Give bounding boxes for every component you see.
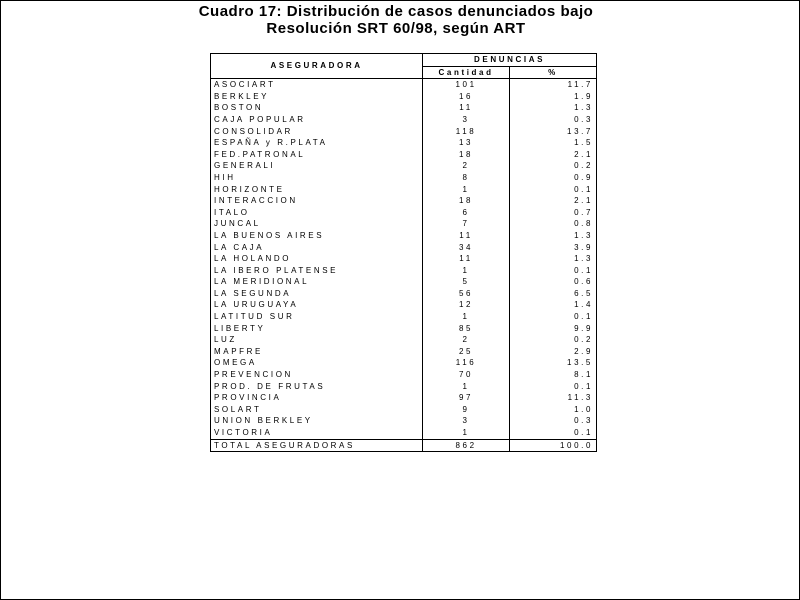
table-row [211,334,597,346]
insurer-name: FED.PATRONAL [211,149,423,161]
case-percent: 0.1 [510,381,597,393]
table-row [211,311,597,323]
case-percent: 1.3 [510,230,597,242]
table-row [211,392,597,404]
case-percent: 0.1 [510,427,597,439]
insurer-name: LIBERTY [211,323,423,335]
table-row [211,102,597,114]
table-row [211,253,597,265]
table-row [211,230,597,242]
insurer-name: VICTORIA [211,427,423,439]
case-percent: 2.1 [510,195,597,207]
title-line-1: Cuadro 17: Distribución de casos denunciados bajo [198,3,594,20]
case-percent: 1.3 [510,253,597,265]
case-count: 85 [423,323,510,335]
case-count: 1 [423,427,510,439]
case-count: 101 [423,79,510,91]
header-denuncias: DENUNCIAS [423,54,597,67]
case-percent: 2.9 [510,346,597,358]
case-percent: 11.7 [510,79,597,91]
insurer-name: ESPAÑA y R.PLATA [211,137,423,149]
case-percent: 13.5 [510,357,597,369]
case-count: 5 [423,276,510,288]
case-count: 12 [423,299,510,311]
table-row [211,160,597,172]
table-row [211,184,597,196]
table-row [211,288,597,300]
case-count: 2 [423,334,510,346]
case-count: 18 [423,195,510,207]
case-percent: 3.9 [510,242,597,254]
insurer-name: LUZ [211,334,423,346]
insurer-name: PREVENCION [211,369,423,381]
case-percent: 1.4 [510,299,597,311]
insurer-name: LA BUENOS AIRES [211,230,423,242]
case-count: 97 [423,392,510,404]
case-percent: 0.6 [510,276,597,288]
total-label: TOTAL ASEGURADORAS [211,439,423,452]
case-count: 11 [423,102,510,114]
insurer-name: BERKLEY [211,91,423,103]
insurer-name: INTERACCION [211,195,423,207]
insurer-name: OMEGA [211,357,423,369]
table-row [211,79,597,91]
insurer-name: UNION BERKLEY [211,415,423,427]
case-percent: 0.1 [510,184,597,196]
case-count: 118 [423,126,510,138]
table-header [211,54,597,79]
table-row [211,323,597,335]
table-row [211,357,597,369]
table-row [211,137,597,149]
table-row [211,207,597,219]
insurer-name: GENERALI [211,160,423,172]
case-percent: 1.3 [510,102,597,114]
case-percent: 1.5 [510,137,597,149]
case-percent: 8.1 [510,369,597,381]
insurer-name: PROVINCIA [211,392,423,404]
insurer-name: JUNCAL [211,218,423,230]
case-percent: 11.3 [510,392,597,404]
total-row [211,439,597,452]
table-row [211,195,597,207]
table-row [211,427,597,439]
case-count: 11 [423,253,510,265]
case-percent: 9.9 [510,323,597,335]
table-total [211,439,597,452]
insurer-name: LA SEGUNDA [211,288,423,300]
table-row [211,404,597,416]
insurer-name: LA IBERO PLATENSE [211,265,423,277]
table-row [211,299,597,311]
title-line-2: Resolución SRT 60/98, según ART [266,20,526,37]
insurer-name: MAPFRE [211,346,423,358]
insurers-table [210,53,597,452]
insurer-name: ITALO [211,207,423,219]
case-percent: 1.0 [510,404,597,416]
case-percent: 0.1 [510,311,597,323]
table-row [211,369,597,381]
case-count: 1 [423,184,510,196]
case-count: 3 [423,415,510,427]
table-row [211,172,597,184]
insurer-name: ASOCIART [211,79,423,91]
insurer-name: SOLART [211,404,423,416]
insurer-name: LATITUD SUR [211,311,423,323]
case-count: 34 [423,242,510,254]
insurer-name: LA CAJA [211,242,423,254]
table-row [211,114,597,126]
case-percent: 0.8 [510,218,597,230]
case-percent: 6.5 [510,288,597,300]
insurer-name: BOSTON [211,102,423,114]
case-count: 25 [423,346,510,358]
table-row [211,126,597,138]
case-percent: 13.7 [510,126,597,138]
table-row [211,218,597,230]
case-count: 13 [423,137,510,149]
case-count: 16 [423,91,510,103]
case-count: 1 [423,311,510,323]
insurer-name: LA HOLANDO [211,253,423,265]
case-percent: 1.9 [510,91,597,103]
case-count: 9 [423,404,510,416]
table-row [211,381,597,393]
header-percent: % [510,66,597,79]
insurer-name: CAJA POPULAR [211,114,423,126]
total-percent: 100.0 [510,439,597,452]
header-aseguradora: ASEGURADORA [211,54,423,79]
case-count: 8 [423,172,510,184]
insurer-name: HORIZONTE [211,184,423,196]
case-percent: 0.1 [510,265,597,277]
table-row [211,149,597,161]
header-cantidad: Cantidad [423,66,510,79]
case-count: 1 [423,381,510,393]
insurer-name: HIH [211,172,423,184]
case-percent: 0.3 [510,114,597,126]
table-row [211,91,597,103]
case-count: 116 [423,357,510,369]
case-count: 2 [423,160,510,172]
case-percent: 0.9 [510,172,597,184]
insurer-name: LA URUGUAYA [211,299,423,311]
case-count: 3 [423,114,510,126]
case-count: 18 [423,149,510,161]
case-count: 1 [423,265,510,277]
table-row [211,346,597,358]
case-percent: 0.3 [510,415,597,427]
case-count: 11 [423,230,510,242]
insurer-name: CONSOLIDAR [211,126,423,138]
table-title [1,3,791,37]
case-count: 70 [423,369,510,381]
insurer-name: PROD. DE FRUTAS [211,381,423,393]
case-count: 56 [423,288,510,300]
table-row [211,242,597,254]
table-body [211,79,597,439]
case-percent: 2.1 [510,149,597,161]
table-row [211,276,597,288]
case-percent: 0.7 [510,207,597,219]
table-row [211,415,597,427]
insurer-name: LA MERIDIONAL [211,276,423,288]
case-count: 6 [423,207,510,219]
case-count: 7 [423,218,510,230]
case-percent: 0.2 [510,160,597,172]
case-percent: 0.2 [510,334,597,346]
total-quantity: 862 [423,439,510,452]
table-row [211,265,597,277]
